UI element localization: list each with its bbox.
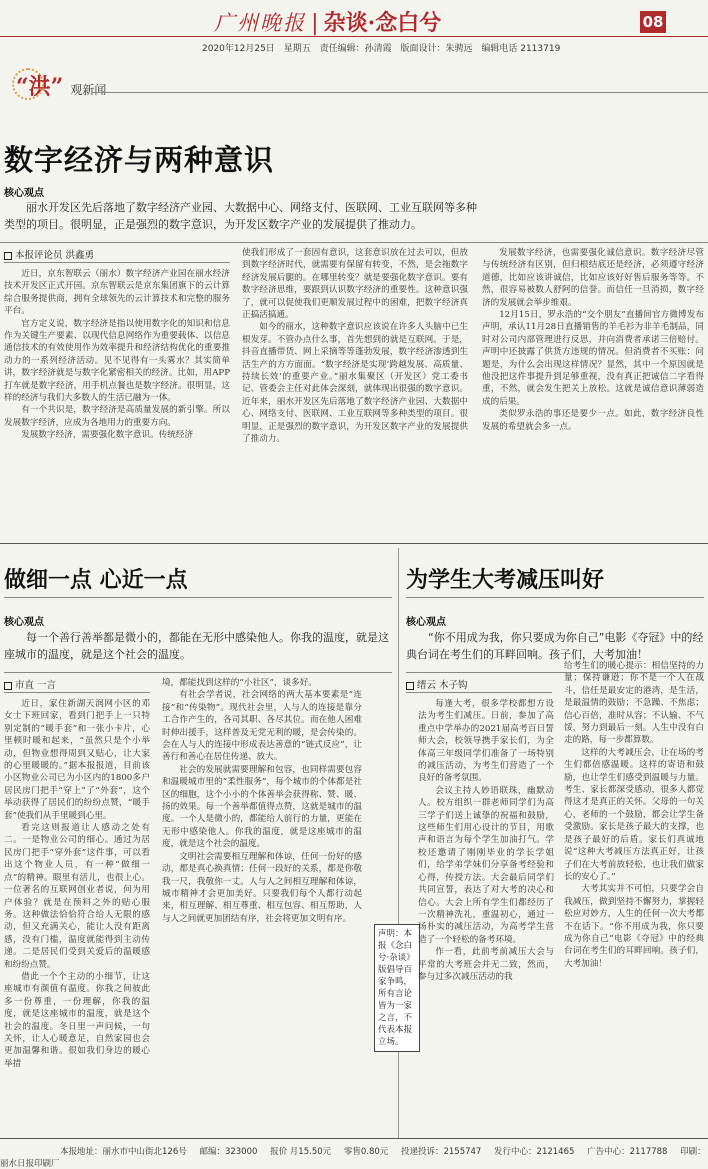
- footer: [0, 1138, 708, 1169]
- paragraph: 作一看，此前考前减压大会与平常的大考班会并无二致，然而，参与过多次减压活动的我: [418, 947, 554, 982]
- byline-square-icon: [406, 682, 414, 690]
- footer-ads: 广告中心：2117788: [587, 1147, 668, 1157]
- article3-title-rule: [406, 597, 704, 598]
- paragraph: 如今的丽水，这种数字意识应该说在许多人头脑中已生根发芽。不管办点什么事，首先想到的就是互联网。于是，抖音直播带货、网上采摘等等蓬勃发展，数字经济渗透到生活生产的方方面面。“数字经济是实现‘跨越发展、高质量、持续长效’的重要产业。”丽水集聚区（开发区）党工委书记、管委会主任对此体会深刻，就体现出很强的数字意识。近年来，丽水开发区先后落地了数字经济产业园、大数据中心、网络支付、医联网、工业互联网等多种类型的项目。很明显，正是强烈的数字意识，为开发区数字产业的发展提供了推动力。: [242, 322, 468, 445]
- paragraph: 有社会学者说，社会网络的两大基本要素是“连接”和“传染物”。现代社会里，人与人的连接是靠分工合作产生的，各司其职、各尽其位。而在他人困难时伸出援手，这样普及无党无利的暖，是会传染的。会在人与人的连接中形成表达善意的“链式反应”，让善行和善心在居住传递、放大。: [162, 690, 362, 763]
- paragraph: 12月15日，罗永浩的“交个朋友”直播间官方微博发布声明，承认11月28日直播销售的羊毛衫为非羊毛制品，同时对公司内部管理进行反思，并向消费者承诺三倍赔付。声明中还披露了供货方违规的情况。但消费者不买账：问题是，为什么会出现这样情况？显然，其中一个原因就是他没把这件事提升到足够重视，没有真正把诚信二字看得重，不然，就会发生把关上放松。这就是诚信意识薄弱造成的后果。: [482, 310, 704, 407]
- article3-key-point-label: 核心观点: [406, 617, 446, 628]
- column-rule: [92, 92, 708, 93]
- article3-column-1: [418, 698, 554, 983]
- paragraph: 使我们形成了一套固有意识，这套意识放在过去可以，但放到数字经济时代，就需要有保留有转变，不然，是会拖数字经济发展后腿的。在哪里转变？就是要强化数字意识。要有数字经济思维，要跟到认识数字经济的重要性。这种意识强了，就可以促使我们更顺发展过程中的困难，把数字经济真正搞活搞通。: [242, 248, 468, 321]
- paragraph: 给考生们的暖心提示：相信坚持的力量；保持谦逊；你不是一个人在战斗，信任是最安定的港湾，是生活，是最温情的鼓励；不急躁、不焦虑；信心百倍，准时从容；不认输、不气馁，努力到最后一刻。人生中没有白走的路，每一步都算数。: [564, 661, 704, 746]
- page-number: 08: [640, 11, 666, 33]
- article1-key-point: 丽水开发区先后落地了数字经济产业园、大数据中心、网络支付、医联网、工业互联网等多种类型的项目。很明显，正是强烈的数字意识，为开发区数字产业的发展提供了推动力。: [4, 201, 477, 231]
- editorial-notice: 声明：本报《念白兮·杂谈》版倡导百家争鸣，所有言论皆为一家之言，不代表本报立场。: [374, 924, 420, 1052]
- article3-byline-rule: [406, 692, 552, 693]
- article2-title-rule: [4, 597, 392, 598]
- section-name: 杂谈·念白兮: [323, 10, 442, 36]
- paragraph: 大考其实并不可怕，只要学会自我减压，做到坚持不懈努力，掌握轻松应对妙方，人生的任何一次大考都不在话下。“你不用成为我，你只要成为你自己”电影《夺冠》中的经典台词在考生们的耳畔回响。孩子们，大考加油！: [564, 884, 704, 969]
- article3-byline: 缙云 木子钩: [406, 677, 468, 691]
- article1-title: 数字经济与两种意识: [4, 143, 275, 177]
- footer-complaint: 投递投诉：2155747: [400, 1147, 482, 1157]
- designer: 版面设计：朱骋远: [400, 44, 473, 54]
- article1-column-3: [482, 247, 704, 433]
- article2-byline: 市直 一言: [4, 677, 56, 691]
- column-logo: [16, 70, 106, 101]
- paragraph: 借此一个个主动的小细节，让这座城市有颜值有温度。你我之间彼此多一份尊重，一份理解，你我的温度，就是这座城市的温度，就是这个社会的温度。冬日里一声问候，一句关怀，让人心暖意足，自然家园也会更加温馨和谐。很如我们身边的暖心举措: [4, 971, 150, 1069]
- paragraph: 官方定义说，数字经济是指以使用数字化的知识和信息作为关键生产要素、以现代信息网络作为重要载体、以信息通信技术的有效使用作为效率提升和经济结构优化的重要推动力的一系列经济活动。见不见得有一头雾水？其实简单讲，数字经济就是与数字化紧密相关的经济。比如，用APP打车就是数字经济，用手机点餐也是数字经济。很明显，这样的经济与我们大多数人的生活已融为一体。: [4, 318, 230, 404]
- paragraph: 发展数字经济，也需要强化诚信意识。数字经济尽管与传统经济有区别，但归根结底还是经济，必须遵守经济道德，比如应该讲诚信，比如应该好好售后服务等等。不然，很容易被数人舒阿的信誉。而信任一旦消损，数字经济的发展就会举步维艰。: [482, 248, 704, 308]
- issue-date: 2020年12月25日: [202, 44, 275, 54]
- article1-byline-rule: [4, 262, 230, 263]
- article2-key-point: 每一个善行善举都是微小的，都能在无形中感染他人。你我的温度，就是这座城市的温度，就是这个社会的温度。: [4, 631, 389, 661]
- issue-weekday: 星期五: [283, 44, 311, 54]
- editor: 责任编辑：孙清霞: [319, 44, 392, 54]
- article1-rule: [0, 242, 708, 243]
- paragraph: 文明社会需要相互理解和体谅，任何一份好的感动，都是真心换真情；任何一段好的关系，都是你敬我一尺，我敬你一丈。人与人之间相互理解和体谅，城市精神才会更加美好。只要我们每个人都行动起来，相互理解、相互尊重、相互包容、相互帮助，人与人之间就更加团结有序，社会将更加文明有序。: [162, 851, 362, 924]
- article2-key-point-label: 核心观点: [4, 617, 44, 628]
- article2-rule: [4, 672, 392, 673]
- article1-column-2: [242, 247, 468, 446]
- article3-column-2: [564, 660, 704, 970]
- article2-column-2: [162, 677, 362, 925]
- article2-column-1: [4, 698, 150, 1070]
- issue-meta: [202, 41, 566, 54]
- paragraph: 类似罗永浩的事还是要少一点。如此，数字经济良性发展的希望就会多一点。: [482, 409, 704, 432]
- article1-byline: 本报评论员 洪鑫勇: [4, 247, 94, 261]
- paragraph: 境，都能找到这样的“小社区”，谈多好。: [162, 678, 317, 688]
- paragraph: 会议主持人妙语联珠，幽默动人。校方组织一群老师同学们为高三学子们送上诚挚的祝福和鼓励，这些师生们用心设计的节目，用歌声和语言为每个学生加油打气。学校还邀请了刚刚毕业的学长学姐们，给学弟学妹们分享备考经验和心得，传授方法。大会最后同学们共同宣誓，表达了对大考的决心和信心。大会上所有学生们都经历了一次精神洗礼，重温初心，通过一场朴实的减压活动，为高考学生营造了一个轻松的备考环境。: [418, 785, 554, 945]
- paragraph: 近日，家住新湖天润网小区的邓女士下班回家，看到门把手上一只特别定制的“暖手套”和一张小卡片，心里顿时暖和起来，“虽然只是个小举动，但物业想得周到又贴心，让大家的心里暖暖的。”据本报报道，目前该小区物业公司已为小区内的1800多户居民房门把手“穿上”了“外套”，这个举动获得了居民们的纷纷点赞，“暖手套”使我们从手里暖到心里。: [4, 699, 150, 821]
- masthead-separator: |: [311, 11, 319, 36]
- footer-printer: 印刷：丽水日报印刷厂: [0, 1147, 706, 1169]
- paragraph: 每逢大考，很多学校都想方设法为考生们减压。日前，参加了高重点中学举办的2021届高考百日誓师大会，校领导携手家长们，为全体高三年级同学们准备了一场特别的减压活动，为考生们营造了一个良好的备考氛围。: [418, 699, 554, 784]
- hotline: 编辑电话 2113719: [481, 44, 561, 54]
- masthead: [214, 6, 441, 37]
- footer-postcode: 邮编：323000: [199, 1147, 258, 1157]
- footer-price: 报价 月15.50元: [270, 1147, 332, 1157]
- footer-retail: 零售0.80元: [343, 1147, 389, 1157]
- paragraph: 有一个共识是，数字经济是高质量发展的新引擎。所以发展数字经济，应成为各地用力的重要方向。: [4, 405, 230, 428]
- byline-square-icon: [4, 252, 12, 260]
- column-name: 观新闻: [70, 83, 107, 97]
- column-mark: “洪”: [16, 74, 64, 100]
- article3-title: 为学生大考减压叫好: [406, 568, 605, 593]
- paper-name: 广州晚报: [214, 11, 306, 35]
- paragraph: 发展数字经济，需要强化数字意识。传统经济: [21, 430, 194, 441]
- paragraph: 社会的发展就需要理解和包容，也同样需要包容和温暖城市里的“柔性服务”，每个城市的个体都是社区的细胞，这个小小的个体善举会获得称、赞、暖、扬的效果。每一个善举都值得点赞，这就是城市的温度。一个人是微小的，都能给人前行的力量，更能在无形中感染他人。你我的温度，就是这座城市的温度，就是这个社会的温度。: [162, 764, 362, 850]
- paragraph: 近日，京东智联云（丽水）数字经济产业园在丽水经济技术开发区正式开园。京东智联云是京东集团旗下的云计算综合服务提供商，拥有全球领先的云计算技术和完整的服务平台。: [4, 269, 230, 317]
- paragraph: 看完这则报道让人感动之处有二。一是物业公司的细心。通过为居民房门把手“穿外套”这件事，可以看出这个物业人员，有一种“做细一点”的精神。眼里有活儿，也很上心。一位著名的互联网创业者说，何为用户体验？就是在预料之外的贴心服务。这种做法恰恰符合给人无限的感动，但又充满关心，能让人没有距离感，没有门槛，温度就能得到主动传递。二是居民们受到关爱后的温暖感和纷纷点赞。: [4, 823, 150, 970]
- article1-column-1: [4, 268, 230, 442]
- paragraph: 这样的大考减压会，让在场的考生们都倍感温暖。这样的寄语和鼓励，也让学生们感受到温暖与力量。考生、家长都深受感动，很多人都觉得这才是真正的关怀。父母的一句关心，老师的一个鼓励，都会让学生备受激励。家长是孩子最大的支撑，也是孩子最好的后盾。家长们真诚地说“这种大考减压方法真正好，让孩子们在大考前放轻松，也让我们做家长的安心了。”: [564, 747, 704, 882]
- article2-byline-rule: [4, 692, 150, 693]
- footer-distribution: 发行中心：2121465: [494, 1147, 575, 1157]
- article2-title: 做细一点 心近一点: [4, 568, 188, 593]
- article1-key-point-label: 核心观点: [4, 188, 44, 199]
- byline-square-icon: [4, 682, 12, 690]
- header-rule: [0, 36, 708, 37]
- footer-address: 本报地址：丽水市中山街北126号: [60, 1147, 187, 1157]
- section-divider: [0, 543, 708, 544]
- article3-key-point: “你不用成为我，你只要成为你自己”电影《夺冠》中的经典台词在考生们的耳畔回响。孩子们，大考加油！: [406, 631, 704, 661]
